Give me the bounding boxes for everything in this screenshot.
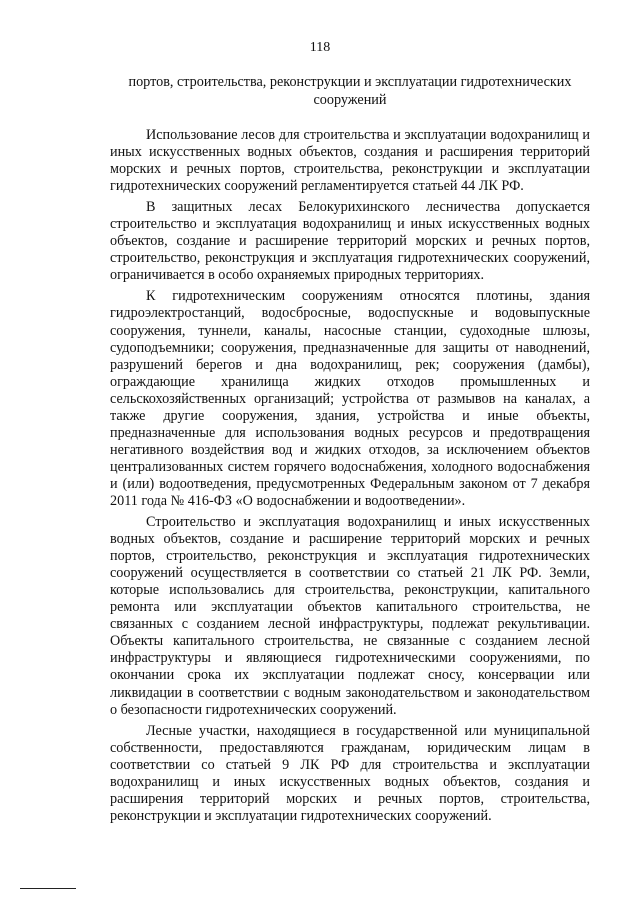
paragraph: Строительство и эксплуатация водохранилищ и иных искусственных водных объектов, создание и расширение территорий морских и речных портов, строительство, реконструкция и эксплуатация гидротехнических сооружений осуществляется в соответствии со статьей 21 ЛК РФ. Земли, которые использовались для строительства, реконструкции, капитального ремонта или эксплуатации объектов капитального строительства, не связанных с созданием лесной инфраструктуры, подлежат рекультивации. Объекты капитального строительства, не связанные с созданием лесной инфраструктуры и являющиеся гидротехническими сооружениями, по окончании срока их эксплуатации подлежат сносу, консервации или ликвидации в соответствии с водным законодательством и законодательством о безопасности гидротехнических сооружений. xyxy=(110,514,590,718)
footer-rule xyxy=(20,888,76,889)
paragraph: Использование лесов для строительства и эксплуатации водохранилищ и иных искусственных водных объектов, создания и расширения территорий морских и речных портов, строительства, реконструкции и эксплуатации гидротехнических сооружений регламентируется статьей 44 ЛК РФ. xyxy=(110,127,590,195)
section-heading: портов, строительства, реконструкции и эксплуатации гидротехнических сооружений xyxy=(128,74,572,108)
page-number: 118 xyxy=(309,40,331,55)
paragraph: К гидротехническим сооружениям относятся плотины, здания гидроэлектростанций, водосбросные, водоспускные и водовыпускные сооружения, туннели, каналы, насосные станции, судоходные шлюзы, судоподъемники; сооружения, предназначенные для защиты от наводнений, разрушений берегов и дна водохранилищ, рек; сооружения (дамбы), ограждающие хранилища жидких отходов промышленных и сельскохозяйственных организаций; устройства от размывов на каналах, а также другие сооружения, здания, устройства и иные объекты, предназначенные для использования водных ресурсов и предотвращения негативного воздействия вод и жидких отходов, за исключением объектов централизованных систем горячего водоснабжения, холодного водоснабжения и (или) водоотведения, предусмотренных Федеральным законом от 7 декабря 2011 года № 416-ФЗ «О водоснабжении и водоотведении». xyxy=(110,288,590,509)
paragraph: Лесные участки, находящиеся в государственной или муниципальной собственности, предоставляются гражданам, юридическим лицам в соответствии со статьей 9 ЛК РФ для строительства и эксплуатации водохранилищ и иных искусственных водных объектов, создания и расширения территорий морских и речных портов, строительства, реконструкции и эксплуатации гидротехнических сооружений. xyxy=(110,722,590,824)
document-body xyxy=(110,127,590,829)
paragraph: В защитных лесах Белокурихинского лесничества допускается строительство и эксплуатация водохранилищ и иных искусственных водных объектов, создание и расширение территорий морских и речных портов, строительство, реконструкция и эксплуатация гидротехнических сооружений, ограничивается в особо охраняемых природных территориях. xyxy=(110,199,590,284)
